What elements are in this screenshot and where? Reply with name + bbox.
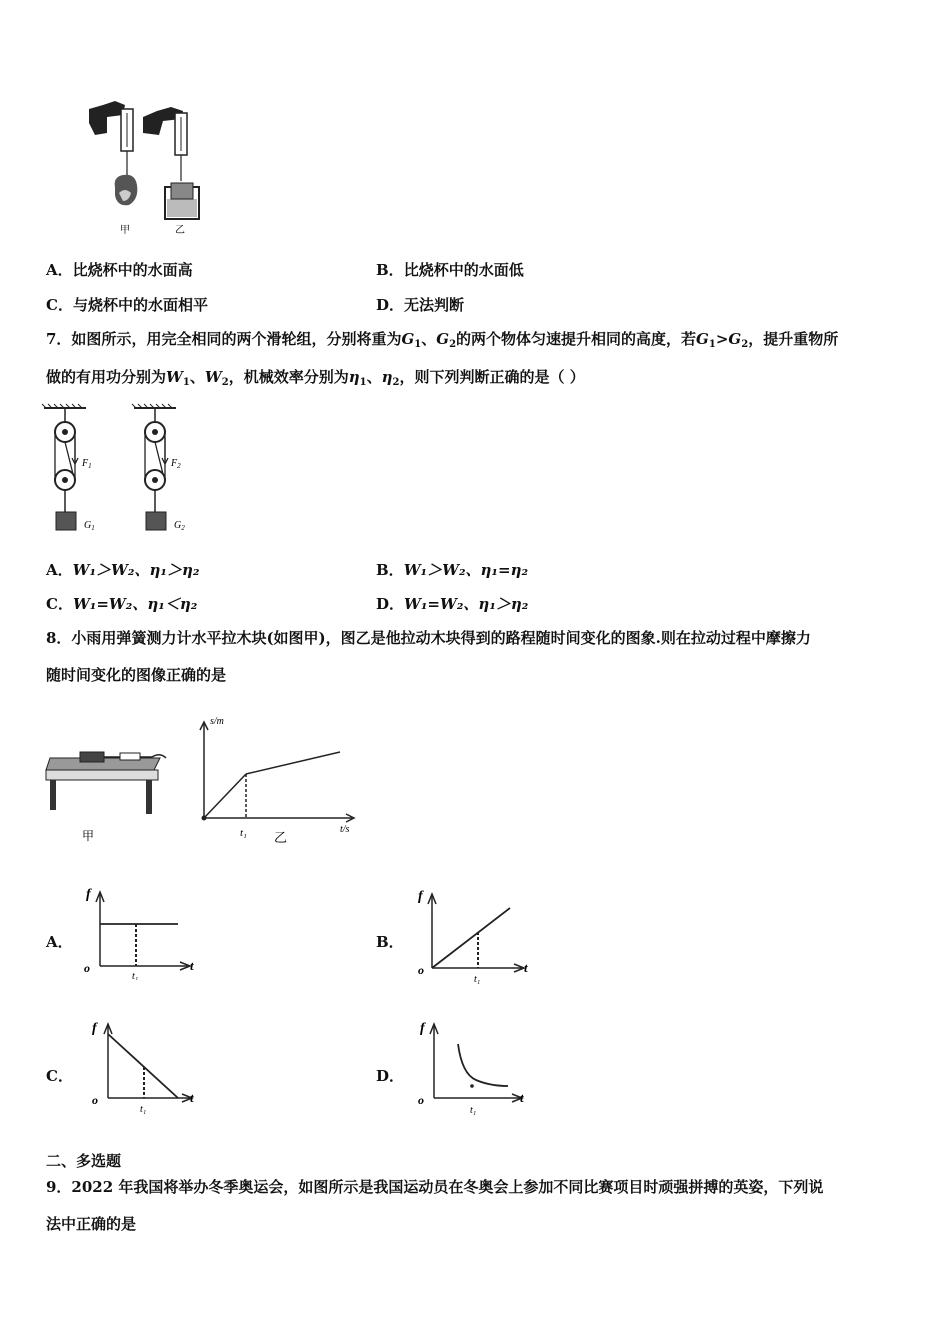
q7-w1: W [166,368,183,386]
q8-option-b[interactable] [376,932,404,952]
q7-option-a[interactable] [46,560,199,580]
q8-option-a-graph [80,880,200,980]
option-text: 与烧杯中的水面相平 [72,296,208,314]
q7-text: 做的有用功分别为 [46,368,167,386]
q7-sep: 、 [189,368,205,386]
table-with-block [46,752,166,843]
q7-text: ，则下列判断正确的是（ ） [399,368,585,386]
q7-cmp-g1: G [696,330,709,348]
q7-eta2-sub: 2 [392,377,400,388]
q7-stem-line1 [46,329,838,355]
q7-cmp-g1-sub: 1 [708,339,716,350]
q8-option-d-graph [414,1014,534,1118]
origin-label: o [418,963,424,977]
q6-spring-scale-figure [85,95,225,240]
q8-label-jia: 甲 [82,829,95,843]
origin-label: o [418,1093,424,1107]
q7-w2: W [204,368,222,386]
q7-option-b[interactable] [376,560,528,580]
option-text: W₁=W₂、η₁＜η₂ [72,595,198,613]
q7-g1-sub: 1 [414,339,422,350]
q7-g1: G [401,330,415,348]
q7-label-f1: $F_1$ [82,458,92,470]
option-label: A． [46,561,73,579]
option-text: 无法判断 [404,296,465,314]
q8-option-c-graph [86,1014,202,1118]
t-axis-label: t [524,960,528,975]
q7-cmp-gt: > [715,330,729,348]
q6-option-c[interactable] [46,295,208,315]
q7-cmp-g2-sub: 2 [741,339,749,350]
q8-x-axis-label: t/s [340,824,350,835]
t1-label: t₁ [470,1105,477,1116]
q7-option-c[interactable] [46,594,197,614]
q7-label-g1: $G_1$ [84,520,95,532]
q6-label-left: 甲 [120,225,130,236]
ceiling-right [132,404,176,408]
q8-y-axis-label: s/m [210,716,224,727]
option-label: C． [46,1067,73,1085]
q7-g2-sub: 2 [449,339,457,350]
q7-text: ，提升重物所 [748,330,839,348]
q6-label-right: 乙 [175,225,185,236]
q7-sep: 、 [421,330,437,348]
option-label: A． [46,261,73,279]
option-text: 比烧杯中的水面高 [72,261,193,279]
option-label: A． [46,933,73,951]
f-axis-label: f [92,1021,97,1036]
t1-label: t₁ [132,971,139,980]
q7-w1-sub: 1 [182,377,190,388]
q8-stem-line1: 8．小雨用弹簧测力计水平拉木块(如图甲)，图乙是他拉动木块得到的路程随时间变化的图象.则在拉动过程中摩擦力 [46,629,811,647]
option-label: C． [46,296,73,314]
q6-option-b[interactable] [376,260,524,280]
q7-label-g2: $G_2$ [174,520,185,532]
q7-text: 7．如图所示，用完全相同的两个滑轮组，分别将重为 [46,330,402,348]
q7-text: ，机械效率分别为 [228,368,349,386]
q7-stem-line2 [46,367,585,393]
t-axis-label: t [520,1090,524,1105]
q6-option-d[interactable] [376,295,464,315]
f-axis-label: f [86,887,91,902]
q7-sep: 、 [366,368,382,386]
f-axis-label: f [418,889,423,904]
t1-label: t₁ [140,1104,147,1115]
q7-g2: G [436,330,450,348]
q9-stem-line1: 9．2022 年我国将举办冬季奥运会，如图所示是我国运动员在冬奥会上参加不同比赛项目时顽强拼搏的英姿，下列说 [46,1178,824,1196]
t-axis-label: t [190,958,194,973]
q8-main-figure [42,712,362,848]
option-label: D． [376,595,405,613]
q8-stem-line2: 随时间变化的图像正确的是 [46,666,227,684]
option-label: D． [376,296,405,314]
option-label: B． [376,561,404,579]
origin-label: o [84,961,90,975]
q7-eta1: η [348,368,360,386]
q8-option-c[interactable] [46,1066,73,1086]
section-title-multiple-choice: 二、多选题 [46,1152,122,1170]
option-text: W₁=W₂、η₁＞η₂ [404,595,529,613]
q8-label-yi: 乙 [274,830,288,845]
t1-label: t₁ [474,974,481,985]
q7-cmp-g2: G [728,330,742,348]
q9-stem-line2: 法中正确的是 [46,1215,137,1233]
q8-option-d[interactable] [376,1066,404,1086]
origin-label: o [92,1093,98,1107]
q8-t1-label: t₁ [240,827,247,839]
q7-eta1-sub: 1 [359,377,367,388]
q7-option-d[interactable] [376,594,528,614]
option-text: W₁＞W₂、η₁=η₂ [403,561,529,579]
f-axis-label: f [420,1021,425,1036]
option-label: C． [46,595,73,613]
q7-pulley-figure [40,402,200,540]
q8-option-b-graph [412,884,536,986]
q7-text: 的两个物体匀速提升相同的高度，若 [456,330,697,348]
s-t-graph [200,716,354,845]
q7-eta2: η [381,368,393,386]
option-text: W₁＞W₂、η₁＞η₂ [72,561,200,579]
q7-w2-sub: 2 [221,377,229,388]
option-label: B． [376,261,404,279]
option-text: 比烧杯中的水面低 [403,261,524,279]
q7-label-f2: $F_2$ [171,458,181,470]
option-label: D． [376,1067,405,1085]
option-label: B． [376,933,404,951]
ceiling-left [42,404,86,408]
t-axis-label: t [190,1090,194,1105]
q6-option-a[interactable] [46,260,193,280]
q8-option-a[interactable] [46,932,73,952]
